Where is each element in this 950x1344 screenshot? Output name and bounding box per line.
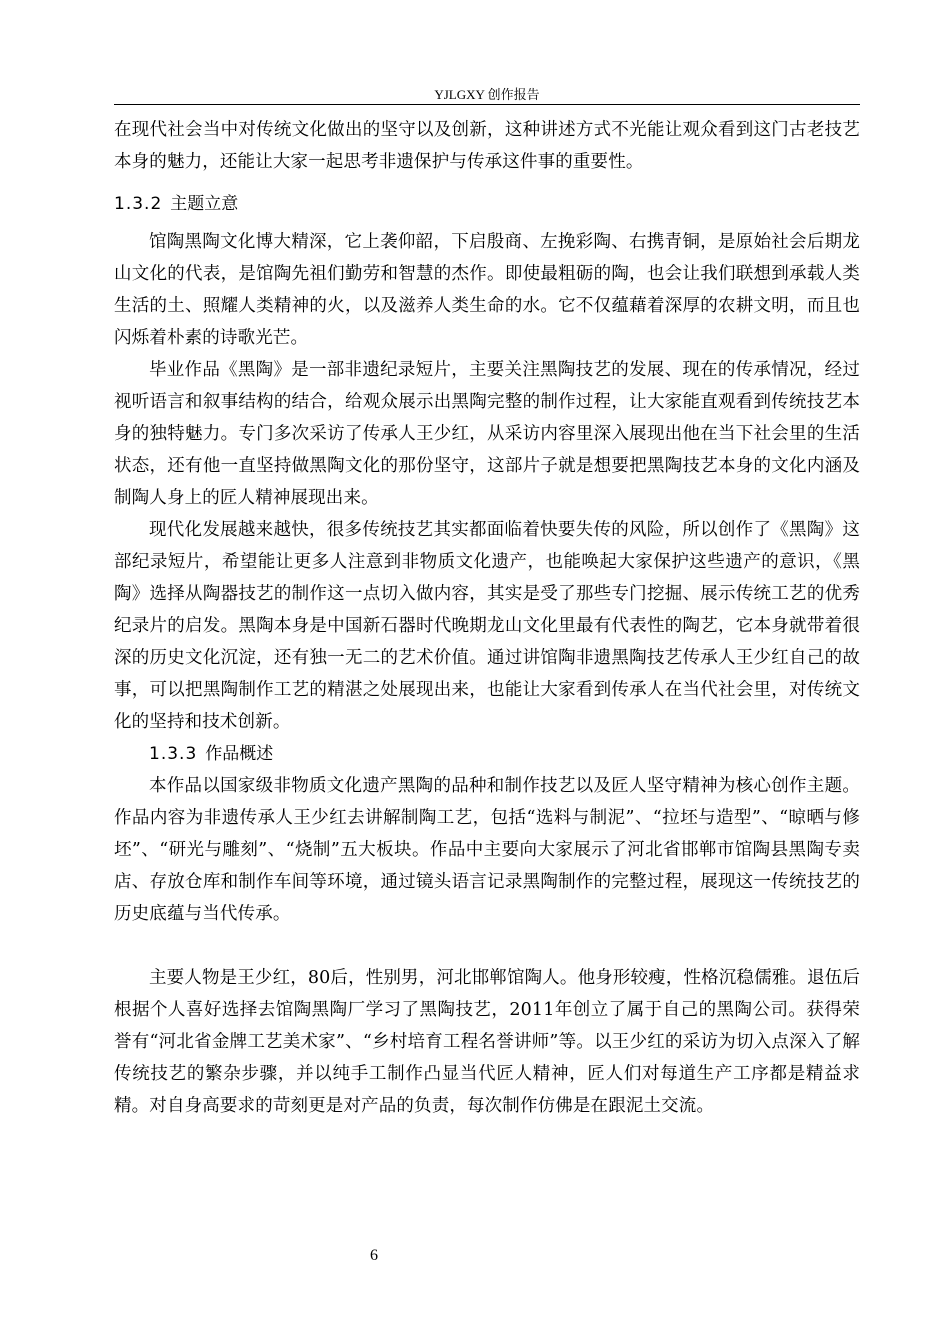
spacer [114,178,860,188]
section-number: 1.3.3 [149,744,198,764]
spacer [114,930,860,962]
section-title: 主题立意 [170,194,239,214]
section-title: 作品概述 [205,744,274,764]
page-number: 6 [370,1247,378,1264]
section-heading-1-3-2 [114,188,860,220]
body-paragraph: 本作品以国家级非物质文化遗产黑陶的品种和制作技艺以及匠人坚守精神为核心创作主题。作品内容为非遗传承人王少红去讲解制陶工艺，包括“选料与制泥”、“拉坯与造型”、“晾晒与修坯”、“研光与雕刻”、“烧制”五大板块。作品中主要向大家展示了河北省邯郸市馆陶县黑陶专卖店、存放仓库和制作车间等环境，通过镜头语言记录黑陶制作的完整过程，展现这一传统技艺的历史底蕴与当代传承。 [114,776,860,924]
body-paragraph: 现代化发展越来越快，很多传统技艺其实都面临着快要失传的风险，所以创作了《黑陶》这部纪录短片，希望能让更多人注意到非物质文化遗产，也能唤起大家保护这些遗产的意识，《黑陶》选择从陶器技艺的制作这一点切入做内容，其实是受了那些专门挖掘、展示传统工艺的优秀纪录片的启发。黑陶本身是中国新石器时代晚期龙山文化里最有代表性的陶艺，它本身就带着很深的历史文化沉淀，还有独一无二的艺术价值。通过讲馆陶非遗黑陶技艺传承人王少红自己的故事，可以把黑陶制作工艺的精湛之处展现出来，也能让大家看到传承人在当代社会里，对传统文化的坚持和技术创新。 [114,520,860,732]
body-paragraph: 主要人物是王少红，80后，性别男，河北邯郸馆陶人。他身形较瘦，性格沉稳儒雅。退伍后根据个人喜好选择去馆陶黑陶厂学习了黑陶技艺，2011年创立了属于自己的黑陶公司。获得荣誉有“河北省金牌工艺美术家”、“乡村培育工程名誉讲师”等。以王少红的采访为切入点深入了解传统技艺的繁杂步骤，并以纯手工制作凸显当代匠人精神，匠人们对每道生产工序都是精益求精。对自身高要求的苛刻更是对产品的负责，每次制作仿佛是在跟泥土交流。 [114,968,860,1116]
body-paragraph: 馆陶黑陶文化博大精深，它上袭仰韶，下启殷商、左挽彩陶、右携青铜，是原始社会后期龙山文化的代表，是馆陶先祖们勤劳和智慧的杰作。即使最粗砺的陶，也会让我们联想到承载人类生活的土、照耀人类精神的火，以及滋养人类生命的水。它不仅蕴藉着深厚的农耕文明，而且也闪烁着朴素的诗歌光芒。 [114,232,860,348]
page-header: YJLGXY 创作报告 [434,87,540,102]
document-body [114,114,860,1122]
intro-continuation-paragraph: 在现代社会当中对传统文化做出的坚守以及创新，这种讲述方式不光能让观众看到这门古老技艺本身的魅力，还能让大家一起思考非遗保护与传承这件事的重要性。 [114,120,860,172]
header-divider [114,104,860,105]
section-heading-1-3-3 [114,738,860,770]
body-paragraph: 毕业作品《黑陶》是一部非遗纪录短片，主要关注黑陶技艺的发展、现在的传承情况，经过视听语言和叙事结构的结合，给观众展示出黑陶完整的制作过程，让大家能直观看到传统技艺本身的独特魅力。专门多次采访了传承人王少红，从采访内容里深入展现出他在当下社会里的生活状态，还有他一直坚持做黑陶文化的那份坚守，这部片子就是想要把黑陶技艺本身的文化内涵及制陶人身上的匠人精神展现出来。 [114,360,860,508]
section-number: 1.3.2 [114,194,163,214]
